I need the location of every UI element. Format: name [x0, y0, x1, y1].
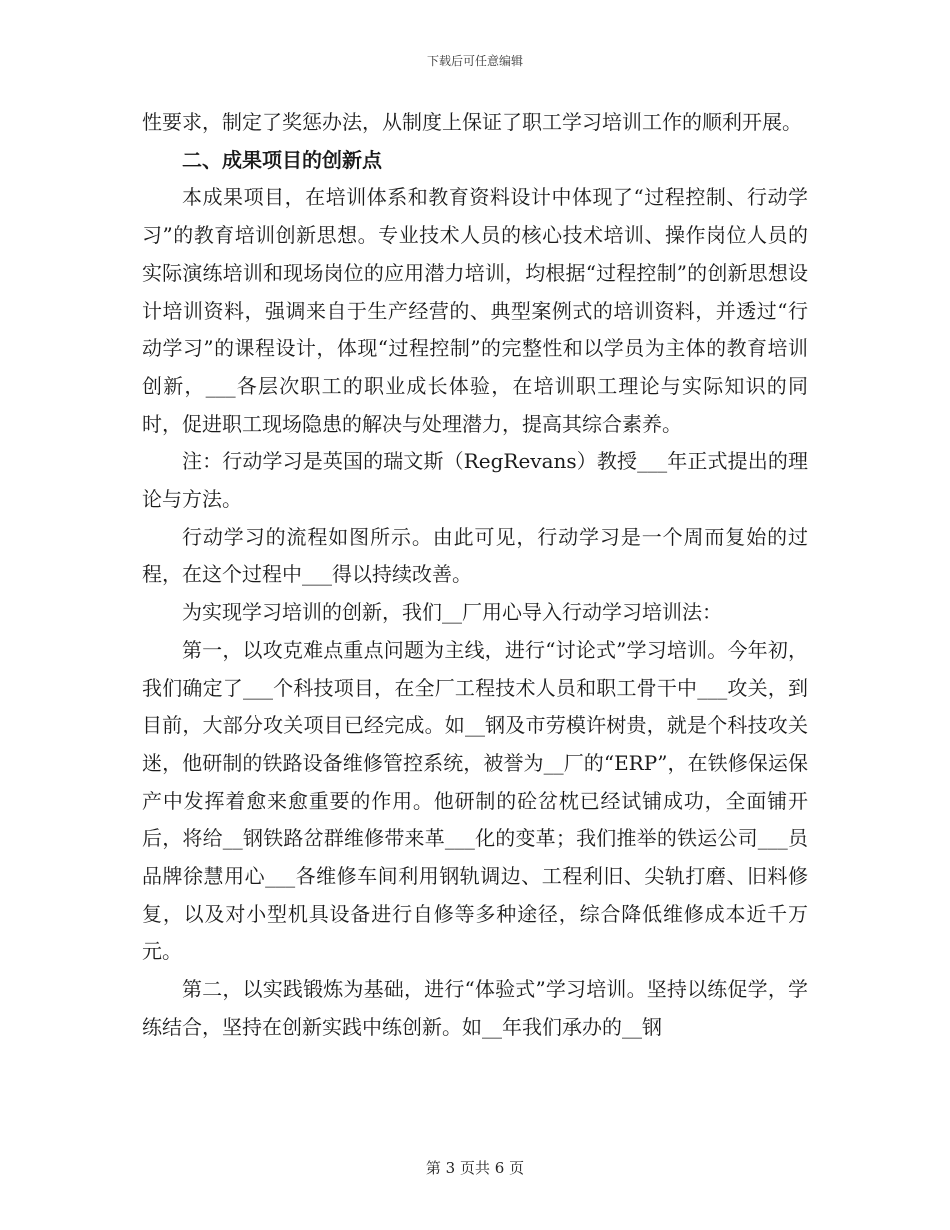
paragraph-intro-method: 为实现学习培训的创新，我们__厂用心导入行动学习培训法： [182, 600, 722, 625]
paragraph-second-point: 第二，以实践锻炼为基础，进行“体验式”学习培训。坚持以练促学，学练结合，坚持在创新实践中练创新。如__年我们承办的__钢 [142, 977, 808, 1039]
paragraph-innovation: 本成果项目，在培训体系和教育资料设计中体现了“过程控制、行动学习”的教育培训创新思想。专业技术人员的核心技术培训、操作岗位人员的实际演练培训和现场岗位的应用潜力培训，均根据“过程控制”的创新思想设计培训资料，强调来自于生产经营的、典型案例式的培训资料，并透过“行动学习”的课程设计，体现“过程控制”的完整性和以学员为主体的教育培训创新，___各层次职工的职业成长体验，在培训职工理论与实际知识的同时，促进职工现场隐患的解决与处理潜力，提高其综合素养。 [142, 185, 808, 436]
section-heading: 二、成果项目的创新点 [182, 147, 382, 172]
paragraph-note: 注：行动学习是英国的瑞文斯（RegRevans）教授___年正式提出的理论与方法。 [142, 449, 808, 512]
paragraph-process: 行动学习的流程如图所示。由此可见，行动学习是一个周而复始的过程，在这个过程中___得以持续改善。 [142, 524, 808, 587]
page-header-note: 下载后可任意编辑 [426, 54, 523, 68]
page-number: 第 3 页共 6 页 [425, 1159, 525, 1177]
paragraph-continued: 性要求，制定了奖惩办法，从制度上保证了职工学习培训工作的顺利开展。 [142, 110, 802, 134]
paragraph-first-point: 第一，以攻克难点重点问题为主线，进行“讨论式”学习培训。今年初，我们确定了___个科技项目，在全厂工程技术人员和职工骨干中___攻关，到目前，大部分攻关项目已经完成。如__钢及市劳模许树贵，就是个科技攻关迷，他研制的铁路设备维修管控系统，被誉为__厂的“ERP”，在铁修保运保产中发挥着愈来愈重要的作用。他研制的砼岔枕已经试铺成功，全面铺开后，将给__钢铁路岔群维修带来革___化的变革；我们推举的铁运公司___员品牌徐慧用心___各维修车间利用钢轨调边、工程利旧、尖轨打磨、旧料修复，以及对小型机具设备进行自修等多种途径，综合降低维修成本近千万元。 [142, 637, 808, 964]
document-body [142, 104, 808, 1047]
